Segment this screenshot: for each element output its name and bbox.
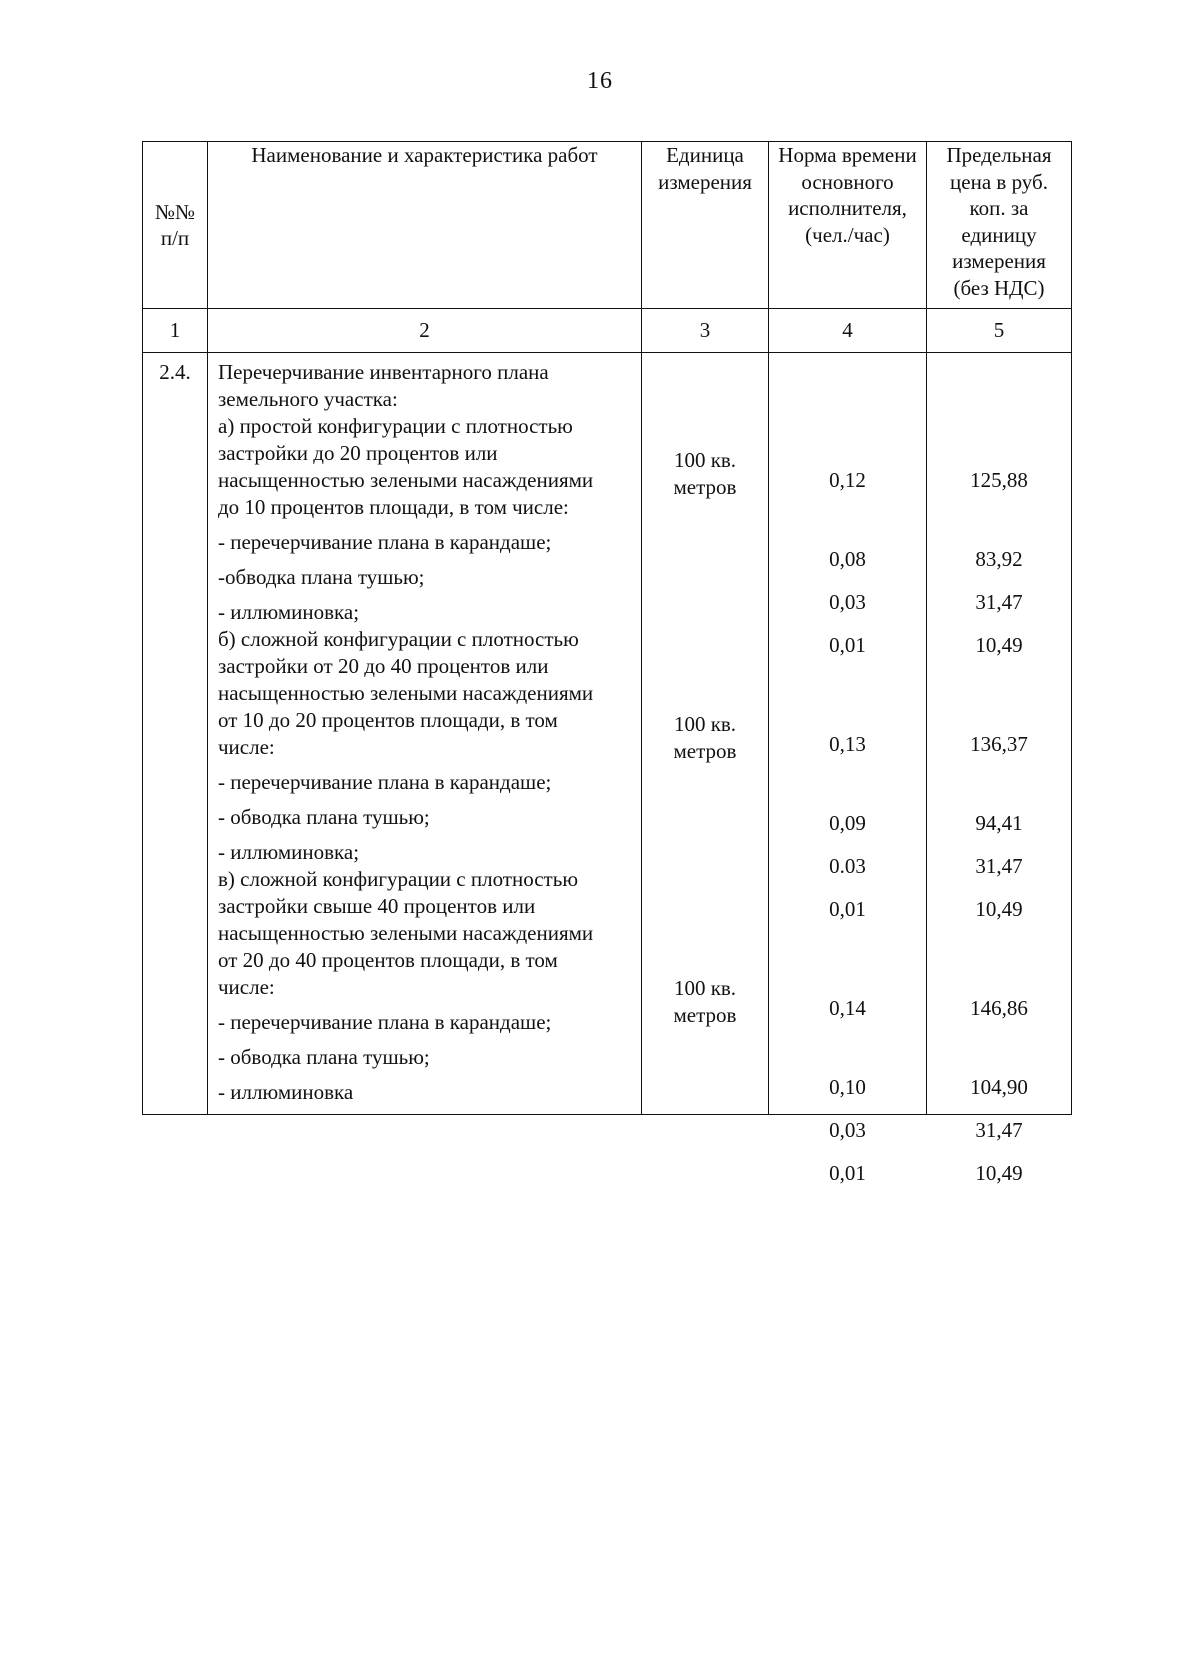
- item-label: - обводка плана тушью;: [218, 1045, 430, 1069]
- item-price: 10,49: [975, 633, 1023, 657]
- header-number: №№ п/п: [143, 142, 208, 309]
- column-index-row: [143, 309, 1072, 353]
- header-name: Наименование и характеристика работ: [208, 142, 642, 309]
- price-cell: [927, 353, 1072, 1185]
- item-price: 31,47: [975, 590, 1023, 614]
- tariff-table: [142, 141, 1072, 1185]
- header-price: Предельная цена в руб. коп. за единицу измерения (без НДС): [927, 142, 1072, 309]
- item-norm: 0,10: [829, 1075, 866, 1099]
- item-label: - перечерчивание плана в карандаше;: [218, 770, 552, 794]
- item-price: 94,41: [975, 811, 1023, 835]
- item-norm: 0,01: [829, 633, 866, 657]
- column-index: 1: [143, 309, 208, 353]
- item-label: - иллюминовка;: [218, 600, 360, 624]
- item-price: 31,47: [975, 854, 1023, 878]
- item-price: 104,90: [970, 1075, 1028, 1099]
- item-label: - перечерчивание плана в карандаше;: [218, 1010, 552, 1034]
- group-description: в) сложной конфигурации с плотностью застройки свыше 40 процентов или насыщенностью зелеными насаждениями от 20 до 40 процентов площади, в том числе:: [218, 867, 594, 999]
- column-index: 3: [642, 309, 769, 353]
- header-unit: Единица измерения: [642, 142, 769, 309]
- table-header-row: [143, 142, 1072, 309]
- item-norm: 0,03: [829, 590, 866, 614]
- group-price: 146,86: [970, 996, 1028, 1020]
- norm-cell: [769, 353, 927, 1185]
- item-price: 31,47: [975, 1118, 1023, 1142]
- item-label: - обводка плана тушью;: [218, 805, 430, 829]
- unit-cell: [642, 353, 769, 1115]
- row-number: 2.4.: [143, 353, 208, 1115]
- item-label: - иллюминовка: [218, 1080, 354, 1104]
- group-price: 136,37: [970, 732, 1028, 756]
- item-price: 10,49: [975, 1161, 1023, 1185]
- item-label: -обводка плана тушью;: [218, 565, 425, 589]
- item-norm: 0,01: [829, 897, 866, 921]
- item-norm: 0,03: [829, 1118, 866, 1142]
- item-norm: 0,08: [829, 547, 866, 571]
- group-unit: 100 кв. метров: [673, 976, 737, 1027]
- item-norm: 0,09: [829, 811, 866, 835]
- page-number: 16: [587, 68, 613, 94]
- group-norm: 0,13: [829, 732, 866, 756]
- item-price: 10,49: [975, 897, 1023, 921]
- table-row: [143, 353, 1072, 1115]
- group-norm: 0,14: [829, 996, 866, 1020]
- item-norm: 0.03: [829, 854, 866, 878]
- group-description: а) простой конфигурации с плотностью застройки до 20 процентов или насыщенностью зелеными насаждениями до 10 процентов площади, в том числе:: [218, 414, 594, 519]
- column-index: 5: [927, 309, 1072, 353]
- item-norm: 0,01: [829, 1161, 866, 1185]
- row-title: Перечерчивание инвентарного плана земельного участка:: [218, 360, 549, 411]
- item-price: 83,92: [975, 547, 1023, 571]
- group-unit: 100 кв. метров: [673, 448, 737, 499]
- column-index: 4: [769, 309, 927, 353]
- item-label: - перечерчивание плана в карандаше;: [218, 530, 552, 554]
- item-label: - иллюминовка;: [218, 840, 360, 864]
- group-price: 125,88: [970, 468, 1028, 492]
- column-index: 2: [208, 309, 642, 353]
- row-description: [208, 353, 642, 1115]
- group-norm: 0,12: [829, 468, 866, 492]
- group-unit: 100 кв. метров: [673, 712, 737, 763]
- header-norm: Норма времени основного исполнителя, (чел./час): [769, 142, 927, 309]
- group-description: б) сложной конфигурации с плотностью застройки от 20 до 40 процентов или насыщенностью зелеными насаждениями от 10 до 20 процентов площади, в том числе:: [218, 627, 594, 759]
